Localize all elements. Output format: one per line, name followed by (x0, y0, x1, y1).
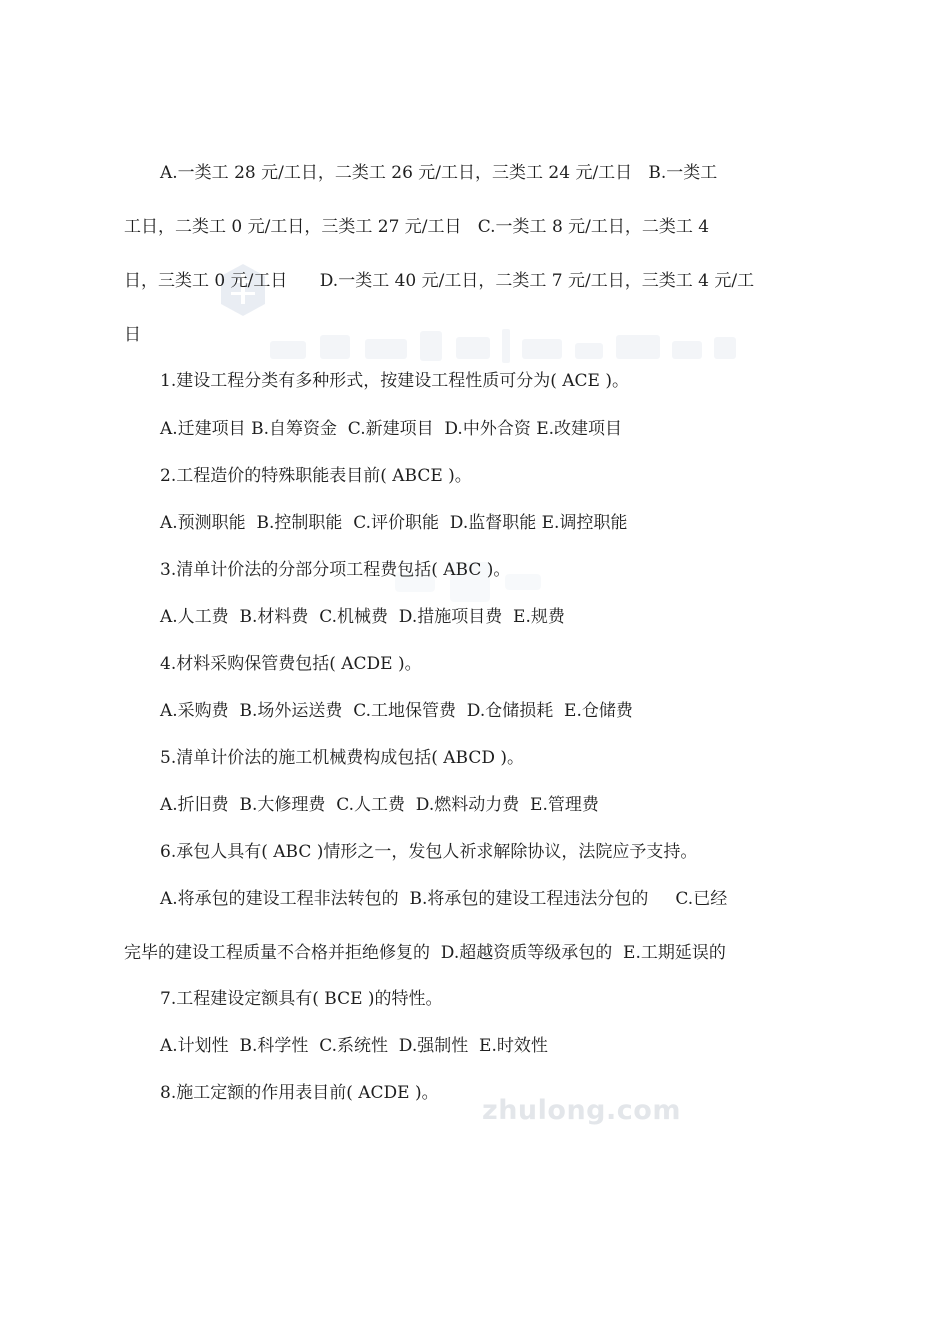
answer-options-6: A.将承包的建设工程非法转包的 B.将承包的建设工程违法分包的 C.已经 (160, 889, 728, 909)
answer-options-7: A.计划性 B.科学性 C.系统性 D.强制性 E.时效性 (160, 1036, 548, 1056)
question-6: 6.承包人具有( ABC )情形之一，发包人祈求解除协议，法院应予支持。 (160, 842, 698, 862)
question-3: 3.清单计价法的分部分项工程费包括( ABC )。 (160, 560, 511, 580)
answer-options-3: A.人工费 B.材料费 C.机械费 D.措施项目费 E.规费 (160, 607, 565, 627)
question-5: 5.清单计价法的施工机械费构成包括( ABCD )。 (160, 748, 525, 768)
answer-options-2: A.预测职能 B.控制职能 C.评价职能 D.监督职能 E.调控职能 (160, 513, 628, 533)
answer-options-5: A.折旧费 B.大修理费 C.人工费 D.燃料动力费 E.管理费 (160, 795, 599, 815)
watermark-banner (270, 325, 740, 369)
question-2: 2.工程造价的特殊职能表目前( ABCE )。 (160, 466, 472, 486)
text-line: 日 (124, 325, 141, 345)
question-8: 8.施工定额的作用表目前( ACDE )。 (160, 1083, 439, 1103)
text-line: 工日，二类工 0 元/工日，三类工 27 元/工日 C.一类工 8 元/工日，二类工 4 (124, 217, 710, 237)
question-1: 1.建设工程分类有多种形式，按建设工程性质可分为( ACE )。 (160, 371, 629, 391)
answer-options-4: A.采购费 B.场外运送费 C.工地保管费 D.仓储损耗 E.仓储费 (160, 701, 633, 721)
answer-options-1: A.迁建项目 B.自筹资金 C.新建项目 D.中外合资 E.改建项目 (160, 419, 623, 439)
question-4: 4.材料采购保管费包括( ACDE )。 (160, 654, 422, 674)
answer-options-6-cont: 完毕的建设工程质量不合格并拒绝修复的 D.超越资质等级承包的 E.工期延误的 (124, 943, 726, 963)
question-7: 7.工程建设定额具有( BCE )的特性。 (160, 989, 443, 1009)
watermark-text: zhulong.com (482, 1095, 681, 1126)
text-line: A.一类工 28 元/工日，二类工 26 元/工日，三类工 24 元/工日 B.一类工 (160, 163, 718, 183)
text-line: 日，三类工 0 元/工日 D.一类工 40 元/工日，二类工 7 元/工日，三类工 4 元/工 (124, 271, 755, 291)
